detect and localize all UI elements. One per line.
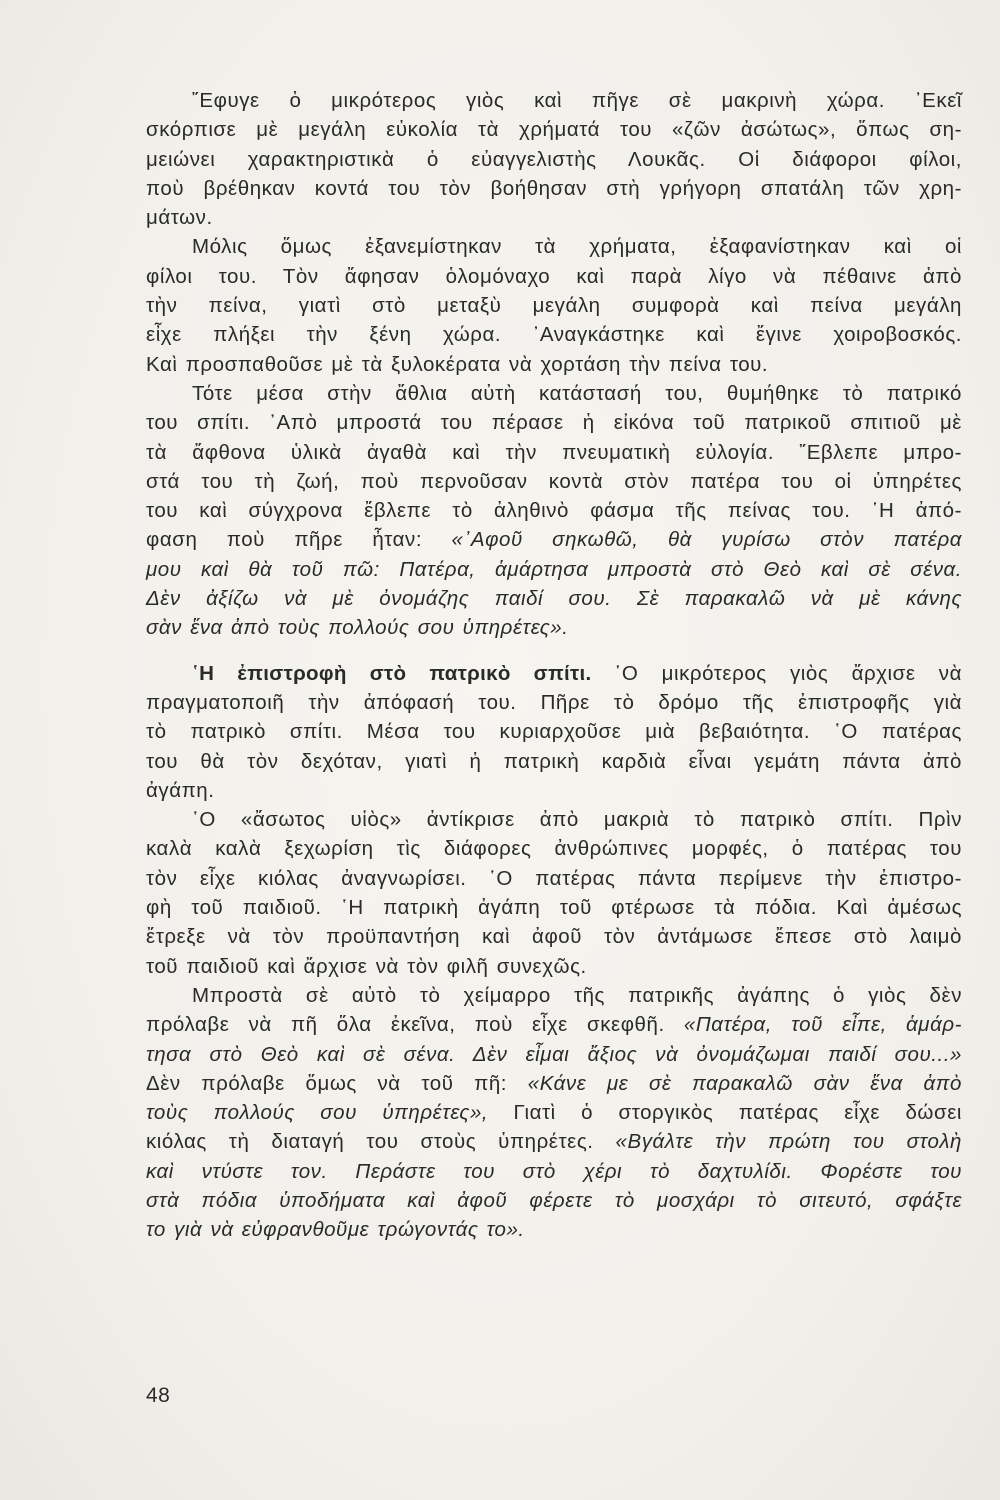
quote-line: Δὲν ἀξίζω νὰ μὲ ὀνομάζης παιδί σου. Σὲ παρακαλῶ νὰ μὲ κάνης <box>146 587 962 611</box>
quote-line: καὶ ντύστε τον. Περάστε του στὸ χέρι τὸ δαχτυλίδι. Φορέστε του <box>146 1159 962 1183</box>
paragraph-5 <box>146 805 962 834</box>
text-line: τοῦ παιδιοῦ καὶ ἄρχισε νὰ τὸν φιλῆ συνεχῶς. <box>146 954 587 978</box>
text-line-mixed <box>146 525 962 554</box>
paragraph-5-cont <box>146 834 962 980</box>
text-line: εἶχε πλήξει τὴν ξένη χώρα. ᾿Αναγκάστηκε καὶ ἔγινε χοιροβοσκός. <box>146 323 962 347</box>
paragraph-2 <box>146 232 962 261</box>
quote-segment: τοὺς πολλούς σου ὑπηρέτες», <box>146 1101 514 1125</box>
text-line: του καὶ σύγχρονα ἔβλεπε τὸ ἀληθινὸ φάσμα τῆς πείνας του. ῾Η ἀπό- <box>146 499 962 523</box>
quote-line: στὰ πόδια ὑποδήματα καὶ ἀφοῦ φέρετε τὸ μοσχάρι τὸ σιτευτό, σφάξτε <box>146 1188 962 1212</box>
quote-line: σὰν ἕνα ἀπὸ τοὺς πολλούς σου ὑπηρέτες». <box>146 616 569 640</box>
text-line: μειώνει χαρακτηριστικὰ ὁ εὐαγγελιστὴς Λουκᾶς. Οἱ διάφοροι φίλοι, <box>146 147 962 171</box>
text-line: καλὰ καλὰ ξεχωρίση τὶς διάφορες ἀνθρώπινες μορφές, ὁ πατέρας του <box>146 837 962 861</box>
paragraph-6-cont <box>146 1010 962 1244</box>
text-line-mixed <box>146 1069 962 1098</box>
paragraph-4-cont <box>146 688 962 805</box>
text-line: τὸν εἶχε κιόλας ἀναγνωρίσει. ῾Ο πατέρας πάντα περίμενε τὴν ἐπιστρο- <box>146 866 962 890</box>
paragraph-2-cont <box>146 262 962 379</box>
text-line: Μπροστὰ σὲ αὐτὸ τὸ χείμαρρο τῆς πατρικῆς ἀγάπης ὁ γιὸς δὲν <box>192 983 962 1007</box>
text-line: του θὰ τὸν δεχόταν, γιατὶ ἡ πατρικὴ καρδιὰ εἶναι γεμάτη πάντα ἀπὸ <box>146 749 962 773</box>
text-line-mixed <box>192 659 962 688</box>
text-segment: κιόλας τὴ διαταγή του στοὺς ὑπηρέτες. <box>146 1130 616 1154</box>
quote-line: το γιὰ νὰ εὐφρανθοῦμε τρώγοντάς το». <box>146 1218 525 1242</box>
text-line: Καὶ προσπαθοῦσε μὲ τὰ ξυλοκέρατα νὰ χορτάση τὴν πείνα του. <box>146 352 769 376</box>
section-heading: ῾Η ἐπιστροφὴ στὸ πατρικὸ σπίτι. <box>192 661 615 685</box>
text-segment: Δὲν πρόλαβε ὅμως νὰ τοῦ πῆ: <box>146 1071 528 1095</box>
text-line: Μόλις ὅμως ἐξανεμίστηκαν τὰ χρήματα, ἐξαφανίστηκαν καὶ οἱ <box>192 235 962 259</box>
paragraph-3-cont <box>146 408 962 642</box>
text-line: ῾Ο «ἄσωτος υἱὸς» ἀντίκρισε ἀπὸ μακριὰ τὸ πατρικὸ σπίτι. Πρὶν <box>192 808 962 832</box>
quote-segment: «Πατέρα, τοῦ εἶπε, ἁμάρ- <box>683 1013 962 1037</box>
text-line: φίλοι του. Τὸν ἄφησαν ὁλομόναχο καὶ παρὰ λίγο νὰ πέθαινε ἀπὸ <box>146 264 962 288</box>
quote-segment: «Κάνε με σὲ παρακαλῶ σὰν ἕνα ἀπὸ <box>527 1071 962 1095</box>
text-line-mixed <box>146 1098 962 1127</box>
quote-segment: «᾿Αφοῦ σηκωθῶ, θὰ γυρίσω στὸν πατέρα <box>451 528 962 552</box>
text-segment: Γιατὶ ὁ στοργικὸς πατέρας εἶχε δώσει <box>513 1101 962 1125</box>
text-line: σκόρπισε μὲ μεγάλη εὐκολία τὰ χρήματά του «ζῶν ἀσώτως», ὅπως ση- <box>146 118 962 142</box>
text-segment: φαση ποὺ πῆρε ἦταν: <box>146 528 452 552</box>
text-line: Τότε μέσα στὴν ἄθλια αὐτὴ κατάστασή του, θυμήθηκε τὸ πατρικό <box>192 381 962 405</box>
quote-line: μου καὶ θὰ τοῦ πῶ: Πατέρα, ἁμάρτησα μπροστὰ στὸ Θεὸ καὶ σὲ σένα. <box>146 557 962 581</box>
text-line: μάτων. <box>146 206 213 230</box>
paragraph-1 <box>146 86 962 115</box>
text-line: του σπίτι. ᾿Απὸ μπροστά του πέρασε ἡ εἰκόνα τοῦ πατρικοῦ σπιτιοῦ μὲ <box>146 411 962 435</box>
text-line: ῎Εφυγε ὁ μικρότερος γιὸς καὶ πῆγε σὲ μακρινὴ χώρα. ᾿Εκεῖ <box>192 89 962 112</box>
text-segment: ῾Ο μικρότερος γιὸς ἄρχισε νὰ <box>614 661 962 685</box>
text-line-mixed <box>146 1127 962 1156</box>
quote-segment: «Βγάλτε τὴν πρώτη του στολὴ <box>615 1130 962 1154</box>
paragraph-4 <box>146 659 962 688</box>
paragraph-1-cont <box>146 115 962 232</box>
text-line: ποὺ βρέθηκαν κοντά του τὸν βοήθησαν στὴ γρήγορη σπατάλη τῶν χρη- <box>146 176 962 200</box>
body-text <box>146 86 962 1245</box>
quote-line: τησα στὸ Θεὸ καὶ σὲ σένα. Δὲν εἶμαι ἄξιος νὰ ὀνομάζωμαι παιδί σου...» <box>146 1042 962 1066</box>
paragraph-6 <box>146 981 962 1010</box>
text-line-mixed <box>146 1010 962 1039</box>
page-number: 48 <box>146 1384 171 1407</box>
text-line: ἀγάπη. <box>146 778 215 802</box>
text-line: τὴν πείνα, γιατὶ στὸ μεταξὺ μεγάλη συμφορὰ καὶ πείνα μεγάλη <box>146 294 962 318</box>
text-line: τὰ ἄφθονα ὑλικὰ ἀγαθὰ καὶ τὴν πνευματικὴ εὐλογία. ῎Εβλεπε μπρο- <box>146 440 962 464</box>
paragraph-3 <box>146 379 962 408</box>
text-line: πραγματοποιῆ τὴν ἀπόφασή του. Πῆρε τὸ δρόμο τῆς ἐπιστροφῆς γιὰ <box>146 690 962 714</box>
text-line: στά του τὴ ζωή, ποὺ περνοῦσαν κοντὰ στὸν πατέρα του οἱ ὑπηρέτες <box>146 469 962 493</box>
text-segment: πρόλαβε νὰ πῆ ὅλα ἐκεῖνα, ποὺ εἶχε σκεφθῆ. <box>146 1013 684 1037</box>
text-line: ἔτρεξε νὰ τὸν προϋπαντήση καὶ ἀφοῦ τὸν ἀντάμωσε ἔπεσε στὸ λαιμὸ <box>146 925 962 949</box>
text-line: τὸ πατρικὸ σπίτι. Μέσα του κυριαρχοῦσε μιὰ βεβαιότητα. ῾Ο πατέρας <box>146 720 962 744</box>
text-line: φὴ τοῦ παιδιοῦ. ῾Η πατρικὴ ἀγάπη τοῦ φτέρωσε τὰ πόδια. Καὶ ἀμέσως <box>146 896 962 920</box>
